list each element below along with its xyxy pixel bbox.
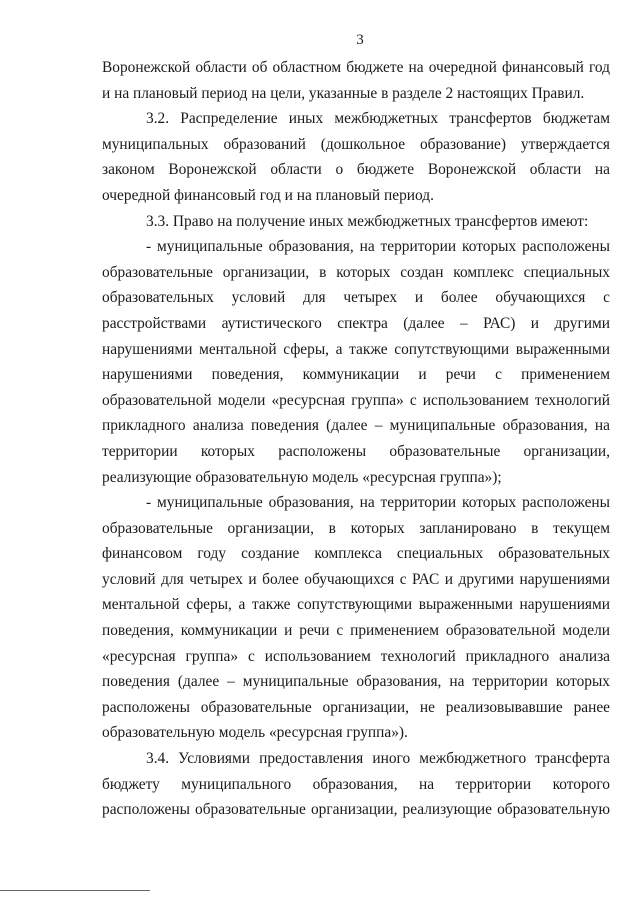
paragraph-3-3: 3.3. Право на получение иных межбюджетных трансфертов имеют: [146,212,589,230]
paragraph-list-item-1: - муниципальные образования, на территории которых расположены образовательные организации, в которых создан комплекс специальных образовательных условий для четырех и более обучающихся с расстройствами аутистического спектра (далее – РАС) и другими нарушениями ментальной сферы, а также сопутствующими выраженными нарушениями поведения, коммуникации и речи с применением образовательной модели «ресурсная группа» с использованием технологий прикладного анализа поведения (далее – муниципальные образования, на территории которых расположены образовательные организации, реализующие образовательную модель «ресурсная группа»); [102,238,610,486]
document-body [102,55,610,823]
page-number: 3 [356,32,364,48]
paragraph-3-4: 3.4. Условиями предоставления иного межбюджетного трансферта бюджету муниципального образования, на территории которого расположены образовательные организации, реализующие образовательную [102,750,610,819]
paragraph-continuation: Воронежской области об областном бюджете на очередной финансовый год и на плановый период на цели, указанные в разделе 2 настоящих Правил. [102,59,610,102]
paragraph-3-2: 3.2. Распределение иных межбюджетных трансфертов бюджетам муниципальных образований (дошкольное образование) утверждается законом Воронежской области о бюджете Воронежской области на очередной финансовый год и на плановый период. [102,110,610,204]
paragraph-list-item-2: - муниципальные образования, на территории которых расположены образовательные организации, в которых запланировано в текущем финансовом году создание комплекса специальных образовательных условий для четырех и более обучающихся с РАС и другими нарушениями ментальной сферы, а также сопутствующими выраженными нарушениями поведения, коммуникации и речи с применением образовательной модели «ресурсная группа» с использованием технологий прикладного анализа поведения (далее – муниципальные образования, на территории которых расположены образовательные организации, не реализовывавшие ранее образовательную модель «ресурсная группа»). [102,494,610,742]
footer-divider [0,890,150,891]
